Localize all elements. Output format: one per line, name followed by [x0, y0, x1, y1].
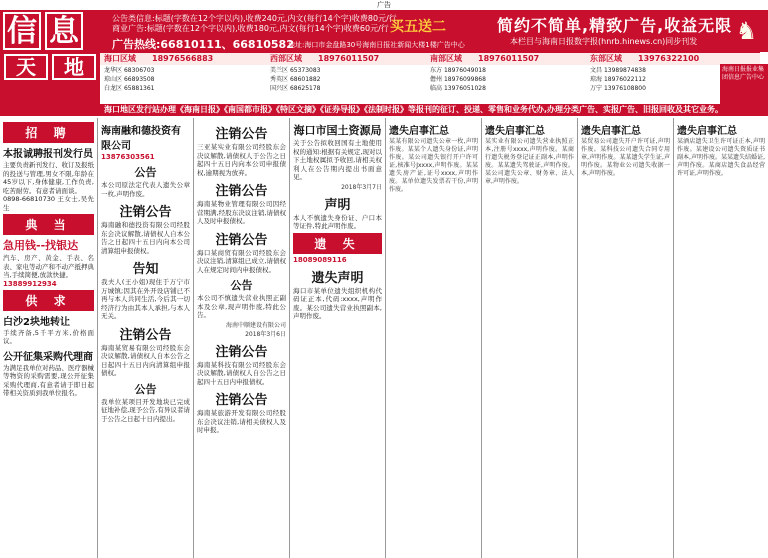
- column-7: [578, 118, 674, 558]
- region-phone: 13976322100: [638, 54, 700, 63]
- column-3: [194, 118, 290, 558]
- ad-title: 白沙2块地转让: [3, 316, 70, 328]
- logo-char-3: 天: [4, 54, 48, 80]
- hotline: 广告热线:66810111、66810582: [112, 38, 294, 51]
- ad-heading: 遗失启事汇总: [485, 126, 545, 137]
- column-4: [290, 118, 386, 558]
- section-header-supply: 供 求: [3, 290, 94, 311]
- slogan: 简约不简单,精致广告,收益无限: [497, 16, 733, 35]
- ad-heading: 注销公告: [215, 127, 268, 142]
- ad-heading: 注销公告: [215, 232, 268, 248]
- ad-heading: 注销公告: [215, 393, 268, 408]
- region-name: 南部区域: [430, 54, 462, 63]
- ad-body: 三亚某实业有限公司经股东会决议解散,请债权人于公告之日起四十五日内向本公司申报债权,逾期视为放弃。: [197, 143, 286, 177]
- section-header-lost: 遗 失: [293, 233, 382, 254]
- slogan-sub: 本栏目与海南日报数字报(hnrb.hinews.cn)同步刊发: [510, 37, 698, 46]
- region-name: 西部区域: [270, 54, 302, 63]
- ad-heading: 遗失启事汇总: [389, 126, 449, 137]
- ad-heading: 注销公告: [119, 327, 172, 343]
- region-name: 东部区域: [590, 54, 622, 63]
- agent-col: 东方 18976049018 儋州 18976099868 临高 13976051028: [430, 67, 486, 92]
- region-phone: 18976011507: [318, 54, 380, 63]
- column-2: [98, 118, 194, 558]
- ad-body: 某某有限公司遗失公章一枚,声明作废。某某个人遗失身份证,声明作废。某公司遗失银行开户许可证,核准号Jxxxx,声明作废。某某遗失房产证,证号xxxx,声明作废。某单位遗失发票若干份,声明作废。: [389, 138, 478, 193]
- ad-body: 海口某商贸有限公司经股东会决议注销,清算组已成立,请债权人在规定时间内申报债权。: [197, 248, 286, 274]
- ad-body: 为满足我单位对药品、医疗器械等物资的采购需要,现公开征集采购代理商,有意者请于即日起带相关资质到我单位报名。: [3, 363, 94, 397]
- ad-body: 海口市某单位遗失组织机构代码证正本,代码:xxxx,声明作废。某公司遗失营业执照副本,声明作废。: [293, 286, 382, 320]
- ad-title: 本报诚聘报刊发行员: [3, 149, 93, 160]
- ad-heading: 注销公告: [215, 184, 268, 199]
- ad-body: 本人不慎遗失身份证、户口本等证件,特此声明作废。: [293, 213, 382, 230]
- notice-banner: 海口地区发行站办理《海南日报》《南国都市报》《特区文摘》《证券导报》《法制时报》等报刊的征订、投递、零售和业务代办,办理分类广告、实报广告、旧报回收及其它业务。: [100, 104, 768, 116]
- section-header-pawn: 典 当: [3, 214, 94, 235]
- logo-char-1: 信: [3, 12, 41, 50]
- publisher-box: 海南日报报业集团信息广告中心: [720, 64, 768, 116]
- ad-signature: 海南中顺建设有限公司: [225, 321, 286, 329]
- ad-heading: 告知: [132, 262, 159, 277]
- ad-body: 海南某物业管理有限公司因经营期满,经股东决议注销,请债权人及时申报债权。: [197, 200, 286, 225]
- section-header-recruit: 招 聘: [3, 122, 94, 143]
- ad-body: 本公司不慎遗失营业执照正副本及公章,现声明作废,特此公告。: [197, 294, 286, 319]
- ad-date: 2018年3月6日: [245, 330, 286, 338]
- ad-heading: 声明: [324, 197, 351, 213]
- promo-badge: 买五送二: [390, 19, 446, 35]
- column-5: [386, 118, 482, 558]
- pricing-line-1: 公告类信息:标题(字数在12个字以内),收费240元,内文(每行14个字)收费80元/行: [112, 14, 397, 23]
- logo-char-4: 地: [52, 54, 96, 80]
- ad-body: 我单位某项目开发地块已完成征地补偿,现予公告,有异议者请于公告之日起十日内提出。: [101, 397, 190, 423]
- ad-body: 汽车、房产、黄金、手表、名表、家电等动产和不动产抵押典当,手续简便,放款快捷。: [3, 254, 94, 279]
- logo-char-2: 息: [45, 12, 83, 50]
- ad-heading: 公告: [134, 382, 157, 396]
- ad-body: 手续齐备,5千平方米,价格面议。: [3, 328, 94, 345]
- ad-heading: 遗失声明: [311, 270, 364, 286]
- agent-col: 龙华区 68306703 琼山区 66893508 白龙区 65881361: [104, 67, 155, 92]
- ad-body: 海南某科技有限公司经股东会决议解散,请债权人自公告之日起四十五日内申报债权。: [197, 360, 286, 386]
- ad-heading: 公告: [134, 166, 157, 179]
- ad-phone: 13889912934: [3, 279, 57, 288]
- column-1: [0, 118, 98, 558]
- masthead: [0, 10, 768, 52]
- address: 地址:海口市金盘路30号海南日报社新闻大楼1楼广告中心: [288, 41, 465, 49]
- ad-phone: 18089089116: [293, 255, 347, 264]
- ad-heading: 公告: [230, 279, 253, 292]
- ad-heading: 遗失启事汇总: [677, 126, 737, 137]
- section-label: 广告: [377, 1, 391, 9]
- ad-body: 海南某旅游开发有限公司经股东会决议注销,请相关债权人及时申报。: [197, 409, 286, 434]
- ad-body: 关于公告拟收回国有土地使用权的通知:根据有关规定,现对以下土地权属拟予收回,请相关权利人在公告期内提出书面意见。: [293, 139, 382, 181]
- ad-heading: 海口市国土资源局: [293, 124, 382, 137]
- ad-date: 2018年3月7日: [341, 183, 382, 191]
- ad-body: 主要负责新刊发行、收订及报纸的投送与管理,男女不限,年龄在45岁以下,身体健康,工作负责,吃苦耐劳。有意者请面谈。: [3, 161, 94, 195]
- column-8: [674, 118, 768, 558]
- ad-body: 我夫人(王小姐)现住于万宁市万城镇;因其在外开设店铺已不再与本人共同生活,今后其一切经济行为由其本人承担,与本人无关。: [101, 278, 190, 320]
- ad-title: 公开征集采购代理商: [3, 351, 93, 363]
- region-phone: 18976011507: [478, 54, 540, 63]
- ad-body: 海南某贸易有限公司经股东会决议解散,请债权人自本公告之日起四十五日内向清算组申报债权。: [101, 343, 190, 377]
- ad-body: 海南融和德投资有限公司经股东会决议解散,请债权人自本公告之日起四十五日内向本公司清算组申报债权。: [101, 221, 190, 255]
- decorative-figure-icon: ♞: [735, 17, 758, 45]
- column-6: [482, 118, 578, 558]
- logo-block: [0, 52, 100, 116]
- region-phone: 18976566883: [152, 54, 214, 63]
- ad-body: 某贸易公司遗失开户许可证,声明作废。某科技公司遗失合同专用章,声明作废。某某遗失学生证,声明作废。某物业公司遗失收据一本,声明作废。: [581, 138, 670, 177]
- ad-contact: 0898-66810730 王女士,吴先生: [3, 195, 94, 212]
- company-phone: 13876303561: [101, 153, 155, 161]
- agent-col: 美兰区 65373083 秀英区 68601882 国兴区 68625178: [270, 67, 321, 92]
- ad-body: 本公司原法定代表人遗失公章一枚,声明作废。: [101, 181, 190, 198]
- ad-heading: 注销公告: [119, 205, 172, 220]
- classifieds-area: [0, 118, 768, 558]
- ad-title: 急用钱--找银达: [3, 239, 79, 252]
- ad-heading: 注销公告: [215, 344, 268, 360]
- region-name: 海口区域: [104, 54, 136, 63]
- pricing-line-2: 商业广告:标题(字数在12个字以内),收费180元,内文(每行14个字)收费60元/行: [112, 24, 389, 33]
- ad-body: 某实业有限公司遗失营业执照正本,注册号xxxx,声明作废。某商行遗失税务登记证正副本,声明作废。某某遗失驾驶证,声明作废。某公司遗失公章、财务章、法人章,声明作废。: [485, 138, 574, 185]
- ad-body: 某酒店遗失卫生许可证正本,声明作废。某建设公司遗失资质证书副本,声明作废。某某遗失结婚证,声明作废。某商店遗失食品经营许可证,声明作废。: [677, 138, 765, 177]
- company-name: 海南融和德投资有限公司: [101, 126, 181, 152]
- ad-heading: 遗失启事汇总: [581, 126, 641, 137]
- agent-col: 文昌 13989874838 琼海 18976022112 万宁 13976108800: [590, 67, 646, 92]
